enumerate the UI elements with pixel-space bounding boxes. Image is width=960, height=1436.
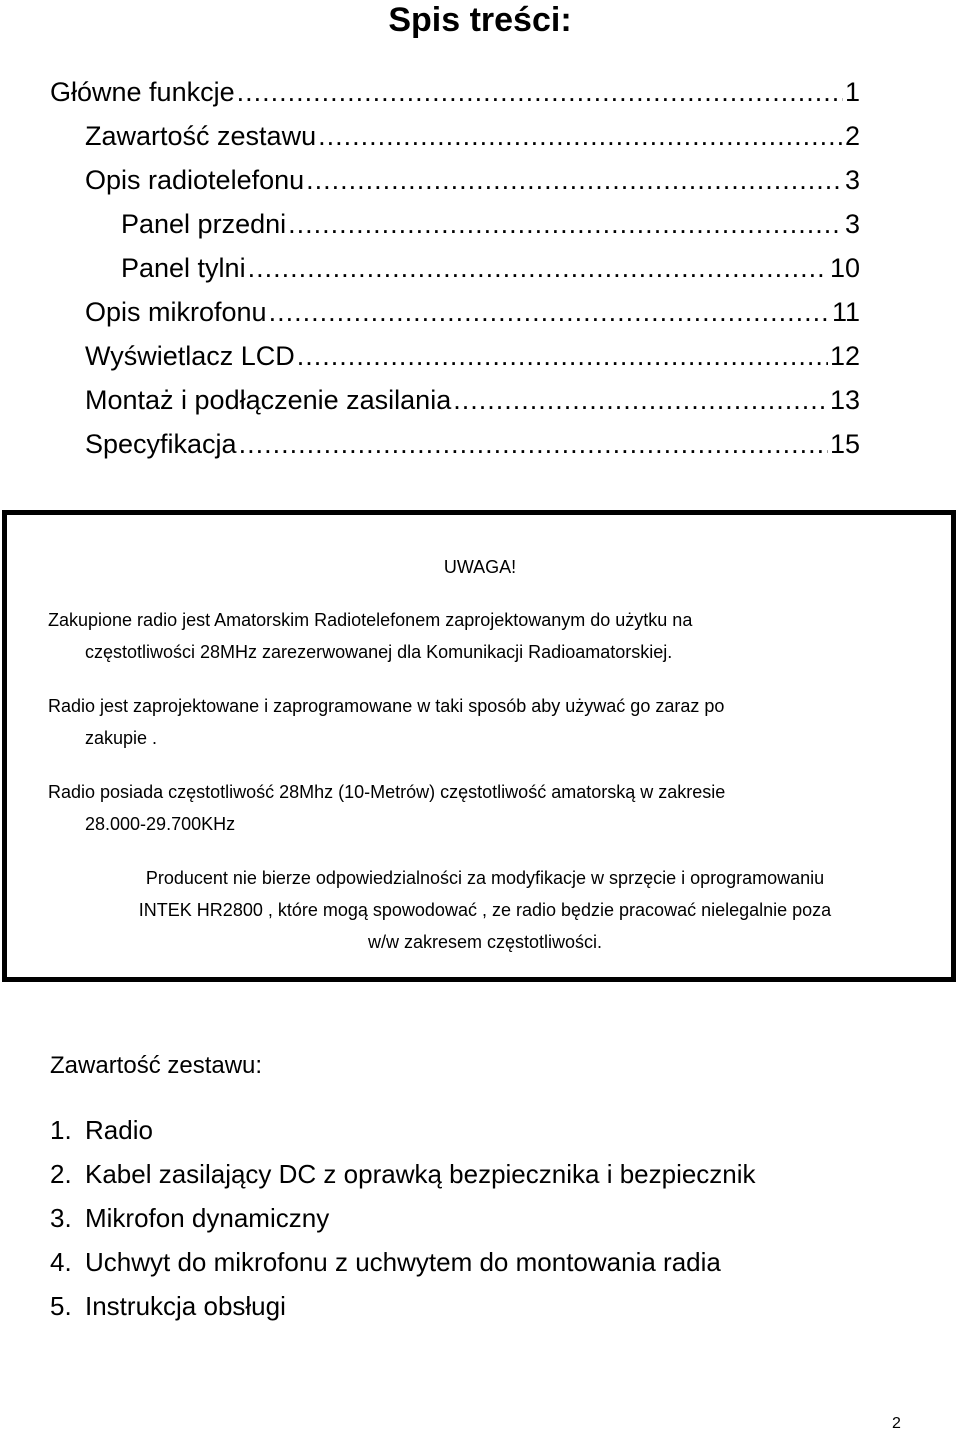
list-item-number: 2. bbox=[50, 1159, 72, 1189]
toc-entry[interactable] bbox=[50, 204, 860, 248]
disclaimer-line: Producent nie bierze odpowiedzialności za modyfikacje w sprzęcie i oprogramowaniu bbox=[145, 868, 825, 888]
toc-leader-dots bbox=[288, 204, 843, 244]
toc-leader-dots bbox=[453, 380, 828, 420]
toc-leader-dots bbox=[318, 116, 843, 156]
toc-leader-dots bbox=[297, 336, 828, 376]
list-item bbox=[50, 1110, 756, 1154]
toc-entry-label: Specyfikacja bbox=[85, 429, 237, 459]
warning-paragraph-line: Zakupione radio jest Amatorskim Radiotelefonem zaprojektowanym do użytku na bbox=[48, 610, 693, 630]
toc-entry-page: 3 bbox=[844, 209, 860, 239]
list-item bbox=[50, 1198, 756, 1242]
warning-paragraph bbox=[48, 604, 878, 668]
toc-leader-dots bbox=[269, 292, 830, 332]
toc-entry-page: 15 bbox=[829, 429, 860, 459]
toc-entry-label: Opis mikrofonu bbox=[85, 297, 267, 327]
toc-entry[interactable] bbox=[50, 160, 860, 204]
table-of-contents bbox=[50, 72, 860, 468]
toc-entry[interactable] bbox=[50, 336, 860, 380]
toc-entry[interactable] bbox=[50, 72, 860, 116]
page-number: 2 bbox=[892, 1415, 901, 1432]
warning-paragraph bbox=[48, 776, 878, 840]
toc-entry[interactable] bbox=[50, 116, 860, 160]
disclaimer-line: w/w zakresem częstotliwości. bbox=[367, 932, 603, 952]
disclaimer-line: INTEK HR2800 , które mogą spowodować , ze radio będzie pracować nielegalnie poza bbox=[138, 900, 832, 920]
list-item-number: 3. bbox=[50, 1203, 72, 1233]
list-item-number: 5. bbox=[50, 1291, 72, 1321]
disclaimer-paragraph bbox=[50, 862, 920, 958]
toc-entry-page: 12 bbox=[829, 341, 860, 371]
toc-entry-page: 11 bbox=[831, 297, 860, 327]
warning-paragraph-line: częstotliwości 28MHz zarezerwowanej dla Komunikacji Radioamatorskiej. bbox=[85, 642, 673, 662]
list-item-text: Uchwyt do mikrofonu z uchwytem do montowania radia bbox=[85, 1247, 721, 1277]
toc-entry-label: Główne funkcje bbox=[50, 77, 235, 107]
list-item-text: Kabel zasilający DC z oprawką bezpiecznika i bezpiecznik bbox=[85, 1159, 756, 1189]
list-item-text: Radio bbox=[85, 1115, 153, 1145]
toc-leader-dots bbox=[239, 424, 828, 464]
list-item-number: 4. bbox=[50, 1247, 72, 1277]
kit-contents-list bbox=[50, 1110, 756, 1330]
list-item bbox=[50, 1154, 756, 1198]
list-item-text: Mikrofon dynamiczny bbox=[85, 1203, 330, 1233]
warning-paragraph-line: Radio jest zaprojektowane i zaprogramowane w taki sposób aby używać go zaraz po bbox=[48, 696, 725, 716]
toc-entry[interactable] bbox=[50, 380, 860, 424]
list-item-text: Instrukcja obsługi bbox=[85, 1291, 286, 1321]
warning-paragraph-line: Radio posiada częstotliwość 28Mhz (10-Metrów) częstotliwość amatorską w zakresie bbox=[48, 782, 726, 802]
toc-entry-label: Montaż i podłączenie zasilania bbox=[85, 385, 452, 415]
toc-entry[interactable] bbox=[50, 248, 860, 292]
toc-entry-page: 13 bbox=[829, 385, 860, 415]
toc-entry-label: Wyświetlacz LCD bbox=[85, 341, 295, 371]
list-item bbox=[50, 1242, 756, 1286]
page-title: Spis treści: bbox=[388, 1, 572, 39]
toc-entry[interactable] bbox=[50, 424, 860, 468]
list-item-number: 1. bbox=[50, 1115, 72, 1145]
warning-paragraph bbox=[48, 690, 878, 754]
toc-entry-page: 10 bbox=[829, 253, 860, 283]
toc-entry-page: 3 bbox=[844, 165, 860, 195]
toc-entry-label: Panel przedni bbox=[121, 209, 287, 239]
toc-entry-page: 2 bbox=[844, 121, 860, 151]
toc-leader-dots bbox=[237, 72, 843, 112]
toc-entry-label: Zawartość zestawu bbox=[85, 121, 317, 151]
list-item bbox=[50, 1286, 756, 1330]
warning-title: UWAGA! bbox=[443, 557, 517, 577]
warning-paragraph-line: 28.000-29.700KHz bbox=[85, 814, 236, 834]
toc-entry-page: 1 bbox=[844, 77, 860, 107]
toc-leader-dots bbox=[306, 160, 843, 200]
toc-leader-dots bbox=[248, 248, 828, 288]
toc-entry-label: Panel tylni bbox=[121, 253, 246, 283]
toc-entry[interactable] bbox=[50, 292, 860, 336]
warning-paragraph-line: zakupie . bbox=[85, 728, 158, 748]
toc-entry-label: Opis radiotelefonu bbox=[85, 165, 305, 195]
kit-contents-heading: Zawartość zestawu: bbox=[50, 1052, 263, 1079]
